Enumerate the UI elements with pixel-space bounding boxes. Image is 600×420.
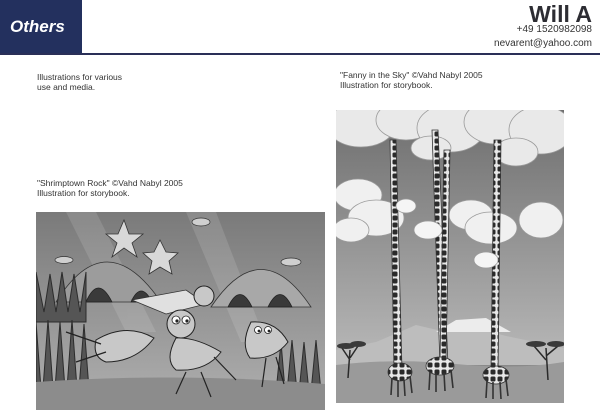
fanny-in-the-sky-illustration [336,110,564,403]
shrimp-band-image [36,212,325,410]
fanny-title: "Fanny in the Sky" ©Vahd Nabyl 2005 [340,70,483,80]
shrimptown-rock-illustration [36,212,325,410]
intro-line-1: Illustrations for various [37,72,123,82]
phone-number: +49 1520982098 [516,24,592,35]
intro-text [37,72,122,92]
author-name: Will A [529,1,592,27]
section-tab [0,0,82,53]
giraffes-image [336,110,564,403]
section-title: Others [10,17,65,36]
intro-line-2: use and media. [37,82,96,92]
fanny-caption [340,70,483,90]
email-address: nevarent@yahoo.com [494,38,592,49]
fanny-description: Illustration for storybook. [340,80,433,90]
header-divider [0,53,600,55]
shrimptown-caption [37,178,183,198]
shrimptown-description: Illustration for storybook. [37,188,130,198]
shrimptown-title: "Shrimptown Rock" ©Vahd Nabyl 2005 [37,178,183,188]
